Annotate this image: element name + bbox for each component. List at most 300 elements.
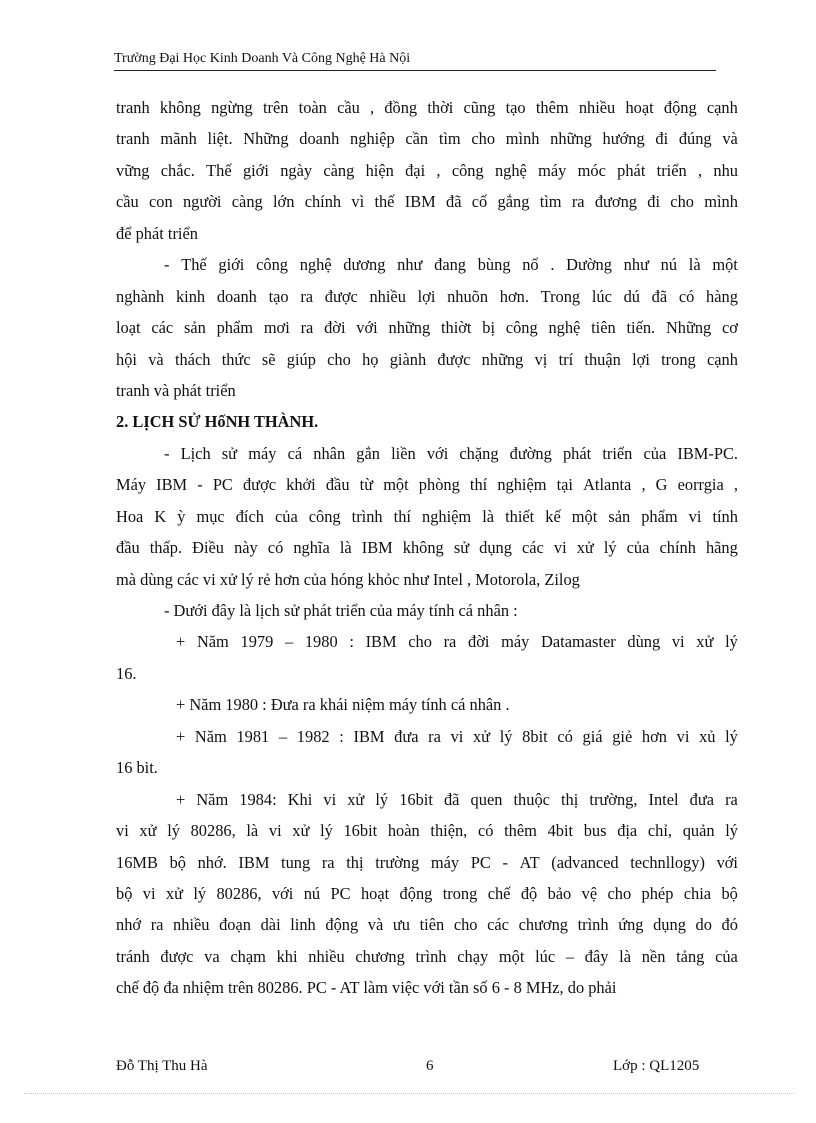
- word: sản: [608, 506, 631, 526]
- word: lý: [320, 821, 333, 841]
- word: quen: [470, 789, 503, 809]
- word: sử: [453, 538, 470, 558]
- word: Atlanta: [583, 475, 632, 495]
- word: technllogy): [630, 852, 705, 872]
- word: phẩm: [216, 318, 254, 338]
- word: những: [388, 318, 431, 338]
- word: mục: [196, 506, 225, 526]
- word: 4bit: [547, 821, 574, 841]
- word: sẽ: [261, 349, 276, 369]
- word: thị: [346, 852, 364, 872]
- word: con: [149, 192, 173, 212]
- word: doanh: [299, 129, 340, 149]
- word: thị: [561, 789, 579, 809]
- word: nhân: [313, 443, 346, 463]
- word: ra: [300, 286, 314, 306]
- text-line: [116, 186, 738, 217]
- word: 16bit: [343, 821, 378, 841]
- word: dương: [343, 255, 386, 275]
- word: tạo: [268, 286, 289, 306]
- word: nhiều: [578, 98, 616, 117]
- word: linh: [290, 915, 316, 935]
- word: ,: [698, 160, 703, 180]
- section-heading: 2. LỊCH SỬ HốNH THÀNH.: [116, 412, 319, 432]
- word: tìm: [438, 129, 461, 149]
- word: phép: [641, 883, 674, 903]
- text-line: [116, 344, 738, 375]
- word: máy: [430, 852, 460, 872]
- word: cho: [471, 129, 496, 149]
- word: thuộc: [513, 789, 550, 809]
- word: giúp: [286, 349, 316, 369]
- word: Thế: [181, 255, 207, 275]
- word: trên: [262, 98, 289, 117]
- text-line: [116, 469, 738, 500]
- word: lợi: [632, 349, 650, 369]
- word: +: [176, 632, 186, 652]
- word: đương: [594, 192, 637, 212]
- word: cố: [471, 192, 488, 212]
- word: nghành: [116, 286, 165, 306]
- word: thế: [374, 192, 395, 212]
- word: ra: [150, 915, 164, 935]
- word: ra: [321, 852, 335, 872]
- word: đã: [446, 192, 462, 212]
- word: IBM: [365, 632, 397, 652]
- word: Thế: [206, 160, 232, 180]
- word: vững: [116, 160, 150, 180]
- word: thiện,: [430, 821, 468, 841]
- word: nghệ: [494, 160, 527, 180]
- text-line: 16 bit.: [116, 758, 158, 778]
- word: lý: [725, 726, 738, 746]
- word: nghiệm: [422, 506, 472, 526]
- word: đầu: [116, 538, 140, 558]
- word: có: [678, 286, 695, 306]
- word: dụng: [653, 915, 686, 935]
- word: công: [308, 506, 341, 526]
- word: không: [402, 538, 444, 558]
- word: mình: [505, 129, 540, 149]
- word: vi: [323, 789, 337, 809]
- word: IBM-PC.: [677, 443, 738, 463]
- word: mình: [704, 192, 738, 212]
- word: 1980: [304, 632, 338, 652]
- word: và: [722, 129, 738, 149]
- word: của: [715, 946, 738, 966]
- word: dú: [623, 286, 640, 306]
- word: -: [197, 475, 203, 495]
- text-line: [116, 941, 738, 972]
- word: giới: [218, 255, 245, 275]
- word: đưa: [394, 726, 419, 746]
- word: dụng: [479, 538, 512, 558]
- word: và: [148, 349, 164, 369]
- word: công: [256, 255, 288, 275]
- word: thấp.: [149, 538, 183, 558]
- word: cầu: [337, 98, 360, 117]
- word: trường: [375, 852, 420, 872]
- word: –: [284, 632, 294, 652]
- footer-author: Đỗ Thị Thu Hà: [116, 1058, 208, 1074]
- word: gắn: [356, 443, 380, 463]
- word: PC: [470, 852, 491, 872]
- text-line: [116, 721, 738, 752]
- word: Máy: [116, 475, 147, 495]
- word: hoạt: [360, 883, 390, 903]
- word: của: [274, 506, 298, 526]
- word: càng: [231, 192, 263, 212]
- word: độ: [520, 883, 538, 903]
- word: Datamaster: [541, 632, 616, 652]
- word: lý: [167, 821, 180, 841]
- word: thí: [469, 475, 488, 495]
- word: nhiều: [369, 286, 406, 306]
- word: nghệ: [548, 318, 581, 338]
- word: vi: [142, 883, 156, 903]
- word: trong: [442, 883, 478, 903]
- word: Intel: [648, 789, 679, 809]
- word: đại: [405, 160, 426, 180]
- word: chạy: [457, 946, 489, 966]
- word: có: [477, 821, 494, 841]
- word: +: [176, 789, 186, 809]
- word: đích: [235, 506, 264, 526]
- word: như: [623, 255, 649, 275]
- word: vi: [450, 726, 464, 746]
- body-text: [116, 92, 738, 1004]
- text-line: mà dùng các vi xử lý rẻ hơn của hóng khỏc như Intel , Motorola, Zilog: [116, 569, 580, 589]
- word: ưu: [392, 915, 410, 935]
- text-line: [116, 501, 738, 532]
- text-line: [116, 92, 738, 123]
- word: chương: [355, 946, 405, 966]
- word: nú: [303, 883, 321, 903]
- word: dùng: [627, 632, 661, 652]
- word: đi: [655, 129, 669, 149]
- word: giá: [582, 726, 603, 746]
- word: ngày: [280, 160, 313, 180]
- word: là: [339, 538, 352, 558]
- word: trình: [351, 506, 383, 526]
- text-line: - Dưới đây là lịch sử phát triển của máy tính cá nhân :: [164, 601, 518, 620]
- word: ra: [443, 632, 457, 652]
- word: một: [498, 946, 525, 966]
- word: bộ: [169, 852, 186, 872]
- word: Những: [665, 318, 712, 338]
- word: lý: [499, 726, 513, 746]
- word: kinh: [175, 286, 206, 306]
- word: thiết: [505, 506, 535, 526]
- word: ngừng: [211, 98, 253, 117]
- word: đầu: [325, 475, 350, 495]
- word: bộ: [116, 883, 133, 903]
- word: -: [164, 255, 170, 275]
- word: vi: [116, 821, 129, 841]
- word: .: [550, 255, 555, 275]
- word: của: [626, 538, 650, 558]
- word: vi: [268, 821, 282, 841]
- word: ,: [370, 98, 375, 117]
- word: phòng: [418, 475, 460, 495]
- word: hướng: [602, 129, 645, 149]
- word: một: [712, 255, 738, 275]
- word: liền: [391, 443, 416, 463]
- page-number: 6: [426, 1058, 434, 1074]
- word: giới: [242, 160, 269, 180]
- word: liệt.: [207, 129, 233, 149]
- word: mãnh: [160, 129, 197, 149]
- word: thời: [427, 98, 454, 117]
- word: tiên: [419, 915, 445, 935]
- word: bus: [583, 821, 607, 841]
- word: hiện: [365, 160, 394, 180]
- word: sản: [183, 318, 206, 338]
- word: K: [154, 506, 167, 526]
- word: hàng: [706, 286, 738, 306]
- word: tranh: [116, 129, 150, 149]
- word: :: [349, 632, 354, 652]
- word: IBM: [238, 852, 270, 872]
- word: đưa: [689, 789, 715, 809]
- page-bottom-rule: [24, 1093, 794, 1094]
- word: đời: [324, 318, 346, 338]
- word: chặng: [459, 443, 499, 463]
- word: xử: [347, 789, 365, 809]
- word: thêm: [535, 98, 569, 117]
- word: tiên: [591, 318, 616, 338]
- word: tranh: [116, 98, 150, 117]
- word: được: [160, 946, 194, 966]
- word: chỉ,: [647, 821, 673, 841]
- word: xử: [696, 632, 714, 652]
- word: hãng: [705, 538, 738, 558]
- word: xử: [576, 538, 594, 558]
- word: vi: [688, 506, 702, 526]
- text-line: [116, 909, 738, 940]
- word: những: [481, 349, 524, 369]
- word: cơ: [722, 318, 738, 338]
- word: như: [397, 255, 423, 275]
- word: địa: [617, 821, 638, 841]
- word: chính: [659, 538, 696, 558]
- word: vị: [534, 349, 548, 369]
- word: nghiệm: [497, 475, 547, 495]
- word: được: [324, 286, 358, 306]
- word: lý: [603, 538, 617, 558]
- word: tính: [712, 506, 738, 526]
- word: quản: [682, 821, 715, 841]
- word: hoàn: [387, 821, 420, 841]
- word: xử: [165, 883, 183, 903]
- word: giành: [389, 349, 427, 369]
- word: công: [451, 160, 484, 180]
- word: cho: [327, 349, 351, 369]
- word: cạnh: [706, 349, 738, 369]
- word: xử: [292, 821, 310, 841]
- word: gắng: [497, 192, 530, 212]
- word: bộ: [721, 883, 738, 903]
- word: cho: [607, 883, 632, 903]
- word: AT: [519, 852, 540, 872]
- word: động: [663, 98, 697, 117]
- word: va: [204, 946, 220, 966]
- word: IBM: [361, 538, 393, 558]
- word: thuận: [584, 349, 621, 369]
- word: nhớ: [116, 915, 142, 935]
- word: khi: [276, 946, 298, 966]
- word: IBM: [404, 192, 436, 212]
- word: IBM: [156, 475, 188, 495]
- word: 80286,: [190, 821, 236, 841]
- word: lúc: [535, 946, 556, 966]
- word: hơn.: [499, 286, 529, 306]
- word: có: [557, 726, 573, 746]
- word: ,: [641, 475, 646, 495]
- word: +: [176, 726, 186, 746]
- text-line: [116, 312, 738, 343]
- word: lý: [725, 632, 738, 652]
- word: bùng: [477, 255, 511, 275]
- word: đoạn: [219, 915, 251, 935]
- word: dài: [260, 915, 281, 935]
- word: thách: [174, 349, 211, 369]
- text-line: [116, 532, 738, 563]
- word: cho: [670, 192, 694, 212]
- word: móc: [577, 160, 606, 180]
- word: xủ: [699, 726, 716, 746]
- word: đây: [584, 946, 609, 966]
- word: nhớ.: [197, 852, 227, 872]
- text-line: 16.: [116, 663, 137, 683]
- word: vi: [671, 632, 685, 652]
- word: vi: [676, 726, 690, 746]
- word: nú: [660, 255, 678, 275]
- word: toàn: [298, 98, 327, 117]
- word: lớn: [273, 192, 295, 212]
- word: chương: [518, 915, 568, 935]
- word: 1984:: [239, 789, 277, 809]
- word: Năm: [196, 632, 229, 652]
- word: Khi: [287, 789, 313, 809]
- word: Điều: [192, 538, 224, 558]
- word: nhiều: [173, 915, 210, 935]
- text-line: [116, 249, 738, 280]
- word: này: [234, 538, 258, 558]
- word: với: [716, 852, 738, 872]
- word: khởi: [286, 475, 316, 495]
- word: nền: [641, 946, 666, 966]
- text-line: [116, 438, 738, 469]
- word: thiờt: [440, 318, 472, 338]
- word: một: [571, 506, 598, 526]
- word: cũng: [463, 98, 496, 117]
- footer-class: Lớp : QL1205: [613, 1058, 700, 1074]
- word: tạo: [505, 98, 526, 117]
- word: 1981: [236, 726, 270, 746]
- word: PC: [212, 475, 233, 495]
- word: đồng: [384, 98, 418, 117]
- word: 16bit: [399, 789, 433, 809]
- word: vì: [351, 192, 365, 212]
- word: nghệ: [299, 255, 332, 275]
- text-line: tranh và phát triển: [116, 380, 236, 400]
- word: trình: [415, 946, 447, 966]
- page-header: Trường Đại Học Kinh Doanh Và Công Nghệ Hà Nội: [114, 49, 716, 71]
- word: tại: [556, 475, 573, 495]
- word: càng: [323, 160, 355, 180]
- word: thí: [393, 506, 411, 526]
- word: được: [437, 349, 471, 369]
- word: Năm: [196, 789, 229, 809]
- word: người: [182, 192, 222, 212]
- word: một: [383, 475, 409, 495]
- word: nghĩa: [293, 538, 330, 558]
- word: lợi: [417, 286, 436, 306]
- text-line: [116, 815, 738, 846]
- word: với: [356, 318, 378, 338]
- word: trình: [577, 915, 609, 935]
- word: nghiệp: [350, 129, 395, 149]
- word: tìm: [539, 192, 562, 212]
- word: Lịch: [180, 443, 211, 463]
- word: không: [159, 98, 201, 117]
- word: trường,: [589, 789, 638, 809]
- text-line: [116, 281, 738, 312]
- word: nhuõn: [447, 286, 489, 306]
- word: có: [267, 538, 284, 558]
- word: ứng: [618, 915, 644, 935]
- word: PC: [330, 883, 351, 903]
- word: thêm: [504, 821, 537, 841]
- word: xử: [139, 821, 157, 841]
- word: phát: [617, 160, 646, 180]
- word: đó: [721, 915, 738, 935]
- word: Hoa: [116, 506, 144, 526]
- word: ra: [571, 192, 585, 212]
- text-line: + Năm 1980 : Đưa ra khái niệm máy tính cá nhân .: [176, 695, 510, 715]
- word: loạt: [116, 318, 141, 338]
- word: lý: [193, 883, 207, 903]
- word: G: [655, 475, 668, 495]
- word: là: [482, 506, 495, 526]
- text-line: [116, 123, 738, 154]
- word: 1982: [296, 726, 330, 746]
- word: phẩm: [641, 506, 678, 526]
- word: vệ: [581, 883, 598, 903]
- word: ra: [428, 726, 441, 746]
- word: cạnh: [706, 98, 738, 117]
- text-line: [116, 155, 738, 186]
- word: chính: [304, 192, 342, 212]
- word: công: [505, 318, 538, 338]
- word: chắc.: [160, 160, 195, 180]
- word: động: [399, 883, 433, 903]
- word: chạm: [230, 946, 266, 966]
- word: của: [643, 443, 667, 463]
- text-line: [116, 784, 738, 815]
- word: Năm: [194, 726, 227, 746]
- word: tránh: [116, 946, 150, 966]
- word: tiến.: [626, 318, 656, 338]
- word: ra: [300, 318, 314, 338]
- word: máy: [538, 160, 567, 180]
- word: chế: [487, 883, 511, 903]
- word: họ: [362, 349, 379, 369]
- word: -: [502, 852, 508, 872]
- word: những: [550, 129, 592, 149]
- word: triển: [656, 160, 687, 180]
